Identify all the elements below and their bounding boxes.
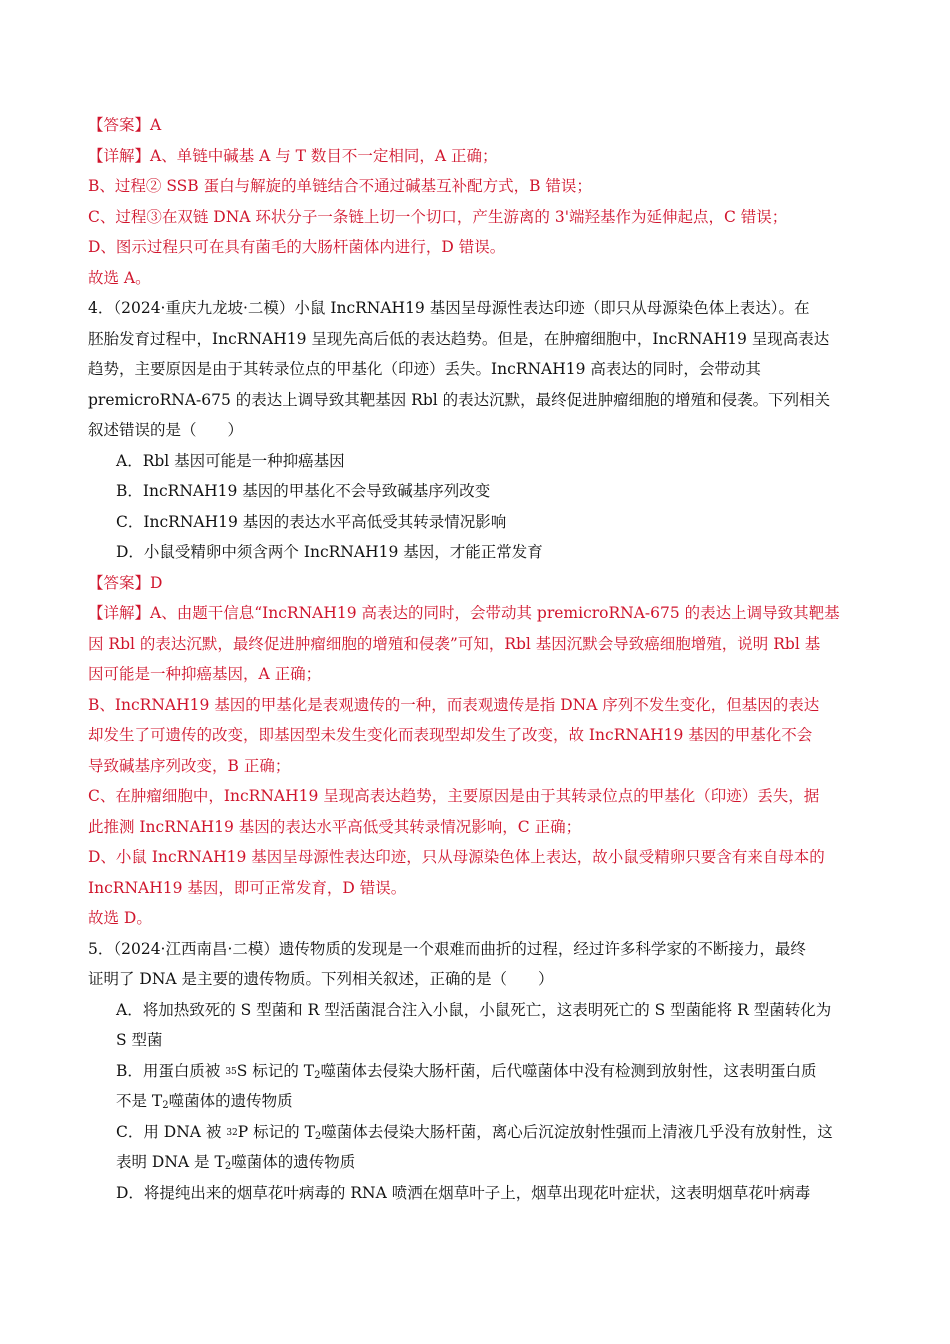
q4-conclusion: 故选 D。 bbox=[88, 909, 152, 927]
q4-detail-line: 此推测 IncRNAH19 基因的表达水平高低受其转录情况影响，C 正确； bbox=[88, 817, 582, 836]
document-content bbox=[88, 110, 868, 1208]
q5-option-b-isotope: 35 bbox=[225, 1066, 237, 1077]
q4-detail-line: 因 Rbl 的表达沉默，最终促进肿瘤细胞的增殖和侵袭”可知，Rbl 基因沉默会导致癌细胞增殖，说明 Rbl 基 bbox=[88, 634, 821, 653]
q3-detail-line: B、过程② SSB 蛋白与解旋的单链结合不通过碱基互补配方式，B 错误； bbox=[88, 177, 592, 195]
q4-detail-line: 因可能是一种抑癌基因，A 正确； bbox=[88, 665, 322, 683]
q5-option-c-text: 噬菌体的遗传物质 bbox=[231, 1153, 356, 1171]
q5-option-c-text: 噬菌体去侵染大肠杆菌，离心后沉淀放射性强而上清液几乎没有放射性，这 bbox=[321, 1122, 833, 1141]
q5-option-c-text: P 标记的 T bbox=[237, 1122, 315, 1141]
q3-conclusion: 故选 A。 bbox=[88, 268, 151, 287]
q5-option-b-text: B．用蛋白质被 bbox=[116, 1061, 226, 1080]
q4-detail-line: C、在肿瘤细胞中，IncRNAH19 呈现高表达趋势，主要原因是由于其转录位点的甲基化（印迹）丢失，据 bbox=[88, 787, 820, 805]
q4-option-a: A．Rbl 基因可能是一种抑癌基因 bbox=[116, 451, 345, 470]
q3-detail-line: D、图示过程只可在具有菌毛的大肠杆菌体内进行，D 错误。 bbox=[88, 238, 506, 256]
q5-option-a-cont: S 型菌 bbox=[116, 1031, 163, 1049]
q5-option-b-subscript: 2 bbox=[314, 1069, 321, 1081]
q5-option-b-cont bbox=[88, 1086, 868, 1117]
q5-option-b-text: S 标记的 T bbox=[236, 1061, 315, 1080]
q5-option-b-text: 不是 T bbox=[116, 1092, 163, 1110]
q4-detail-line: 导致碱基序列改变，B 正确； bbox=[88, 756, 291, 775]
q5-option-c bbox=[88, 1117, 868, 1148]
q4-option-d: D．小鼠受精卵中须含两个 IncRNAH19 基因，才能正常发育 bbox=[116, 543, 543, 561]
q5-option-a: A．将加热致死的 S 型菌和 R 型活菌混合注入小鼠，小鼠死亡，这表明死亡的 S 型菌能将 R 型菌转化为 bbox=[116, 1000, 832, 1019]
q4-stem-line: 趋势，主要原因是由于其转录位点的甲基化（印迹）丢失。IncRNAH19 高表达的同时，会带动其 bbox=[88, 360, 761, 378]
q5-option-b-subscript: 2 bbox=[162, 1100, 169, 1111]
q3-detail-line: C、过程③在双链 DNA 环状分子一条链上切一个切口，产生游离的 3'端羟基作为延伸起点，C 错误； bbox=[88, 207, 788, 226]
q5-option-c-cont bbox=[88, 1147, 868, 1178]
q5-option-d: D．将提纯出来的烟草花叶病毒的 RNA 喷洒在烟草叶子上，烟草出现花叶症状，这表明烟草花叶病毒 bbox=[116, 1183, 811, 1202]
q4-detail-line: IncRNAH19 基因，即可正常发育，D 错误。 bbox=[88, 878, 407, 897]
q5-option-c-subscript: 2 bbox=[224, 1161, 232, 1172]
q4-option-c: C．IncRNAH19 基因的表达水平高低受其转录情况影响 bbox=[116, 512, 507, 531]
q5-option-c-text: 表明 DNA 是 T bbox=[116, 1153, 225, 1171]
q5-stem-line: 5．（2024·江西南昌·二模）遗传物质的发现是一个艰难而曲折的过程，经过许多科学家的不断接力，最终 bbox=[88, 939, 806, 958]
q4-option-b: B．IncRNAH19 基因的甲基化不会导致碱基序列改变 bbox=[116, 482, 491, 500]
q5-option-c-isotope: 32 bbox=[226, 1127, 238, 1138]
q5-option-c-subscript: 2 bbox=[314, 1130, 322, 1142]
q5-option-b-text: 噬菌体的遗传物质 bbox=[168, 1092, 293, 1110]
q4-detail-line: D、小鼠 IncRNAH19 基因呈母源性表达印迹，只从母源染色体上表达，故小鼠受精卵只要含有来自母本的 bbox=[88, 848, 825, 866]
q3-detail-line: 【详解】A、单链中碱基 A 与 T 数目不一定相同，A 正确； bbox=[88, 146, 498, 165]
q5-option-b-text: 噬菌体去侵染大肠杆菌，后代噬菌体中没有检测到放射性，这表明蛋白质 bbox=[320, 1061, 817, 1080]
q4-stem-line: premicroRNA-675 的表达上调导致其靶基因 Rbl 的表达沉默，最终促进肿瘤细胞的增殖和侵袭。下列相关 bbox=[88, 390, 831, 409]
q4-detail-line: 【详解】A、由题干信息“IncRNAH19 高表达的同时，会带动其 premicroRNA-675 的表达上调导致其靶基 bbox=[88, 604, 840, 622]
q4-stem-line: 4．（2024·重庆九龙坡·二模）小鼠 IncRNAH19 基因呈母源性表达印迹（即只从母源染色体上表达）。在 bbox=[88, 299, 810, 317]
q5-stem-line: 证明了 DNA 是主要的遗传物质。下列相关叙述，正确的是（ ） bbox=[88, 970, 554, 988]
q4-detail-line: B、IncRNAH19 基因的甲基化是表观遗传的一种，而表观遗传是指 DNA 序列不发生变化，但基因的表达 bbox=[88, 695, 820, 714]
q4-detail-line: 却发生了可遗传的改变，即基因型未发生变化而表现型却发生了改变，故 IncRNAH19 基因的甲基化不会 bbox=[88, 726, 813, 744]
q5-option-b bbox=[88, 1056, 868, 1087]
q4-stem-line: 胚胎发育过程中，IncRNAH19 呈现先高后低的表达趋势。但是，在肿瘤细胞中，IncRNAH19 呈现高表达 bbox=[88, 329, 830, 348]
q4-answer: 【答案】D bbox=[88, 573, 163, 592]
q3-answer: 【答案】A bbox=[88, 116, 162, 134]
q5-option-c-text: C．用 DNA 被 bbox=[116, 1122, 227, 1141]
q4-stem-line: 叙述错误的是（ ） bbox=[88, 421, 244, 439]
